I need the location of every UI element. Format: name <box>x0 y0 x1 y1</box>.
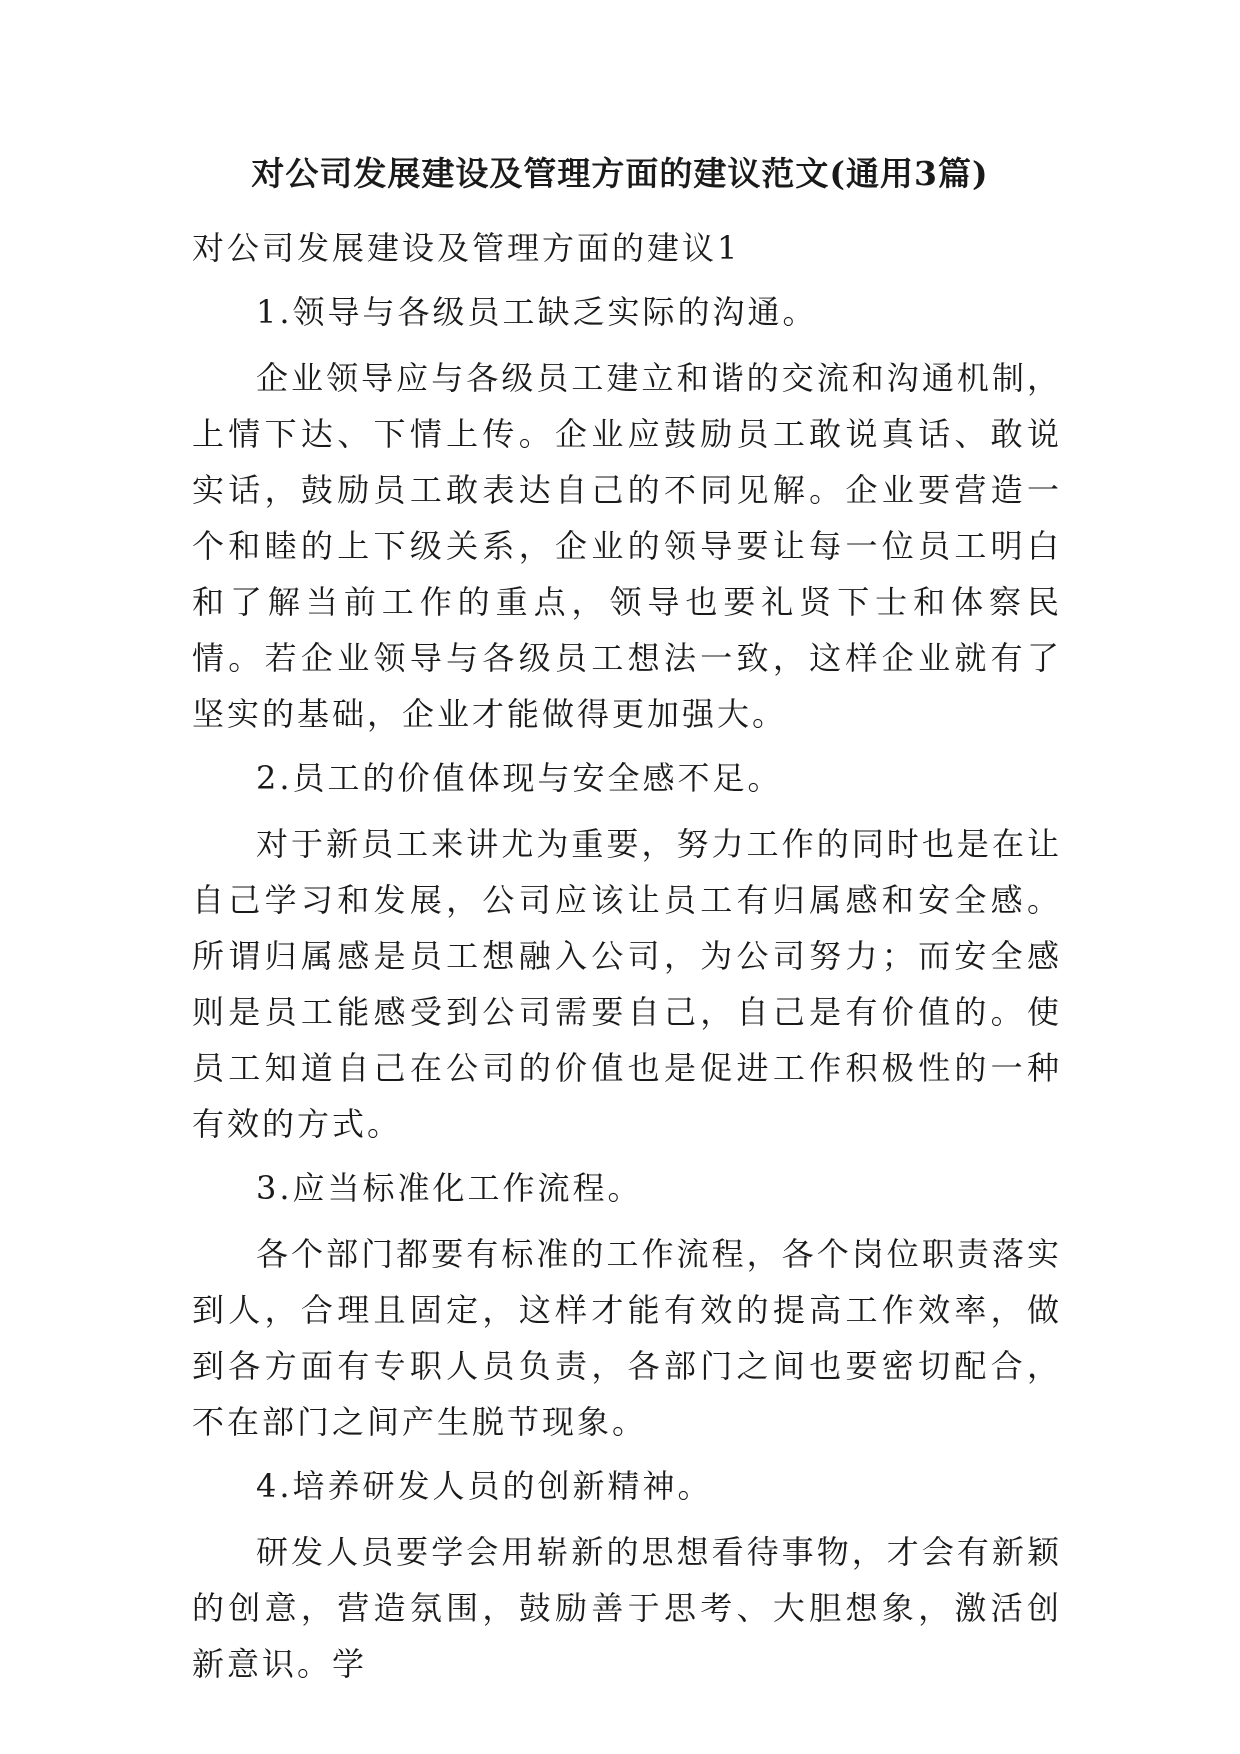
document-body <box>192 220 1062 1692</box>
item-heading-4: 4.培养研发人员的创新精神。 <box>256 1467 713 1505</box>
item-paragraph-3: 各个部门都要有标准的工作流程，各个岗位职责落实到人，合理且固定，这样才能有效的提高工作效率，做到各方面有专职人员负责，各部门之间也要密切配合，不在部门之间产生脱节现象。 <box>192 1235 1062 1441</box>
item-heading-1: 1.领导与各级员工缺乏实际的沟通。 <box>256 293 818 331</box>
item-paragraph-4: 研发人员要学会用崭新的思想看待事物，才会有新颖的创意，营造氛围，鼓励善于思考、大胆想象，激活创新意识。学 <box>192 1533 1062 1683</box>
item-heading-2: 2.员工的价值体现与安全感不足。 <box>256 759 783 797</box>
document-title: 对公司发展建设及管理方面的建议范文(通用3篇) <box>251 154 989 193</box>
section-heading: 对公司发展建设及管理方面的建议1 <box>192 229 741 267</box>
item-paragraph-1: 企业领导应与各级员工建立和谐的交流和沟通机制，上情下达、下情上传。企业应鼓励员工敢说真话、敢说实话，鼓励员工敢表达自己的不同见解。企业要营造一个和睦的上下级关系，企业的领导要让每一位员工明白和了解当前工作的重点，领导也要礼贤下士和体察民情。若企业领导与各级员工想法一致，这样企业就有了坚实的基础，企业才能做得更加强大。 <box>192 359 1062 733</box>
item-heading-3: 3.应当标准化工作流程。 <box>256 1169 643 1207</box>
item-paragraph-2: 对于新员工来讲尤为重要，努力工作的同时也是在让自己学习和发展，公司应该让员工有归属感和安全感。所谓归属感是员工想融入公司，为公司努力；而安全感则是员工能感受到公司需要自己，自己是有价值的。使员工知道自己在公司的价值也是促进工作积极性的一种有效的方式。 <box>192 825 1062 1143</box>
